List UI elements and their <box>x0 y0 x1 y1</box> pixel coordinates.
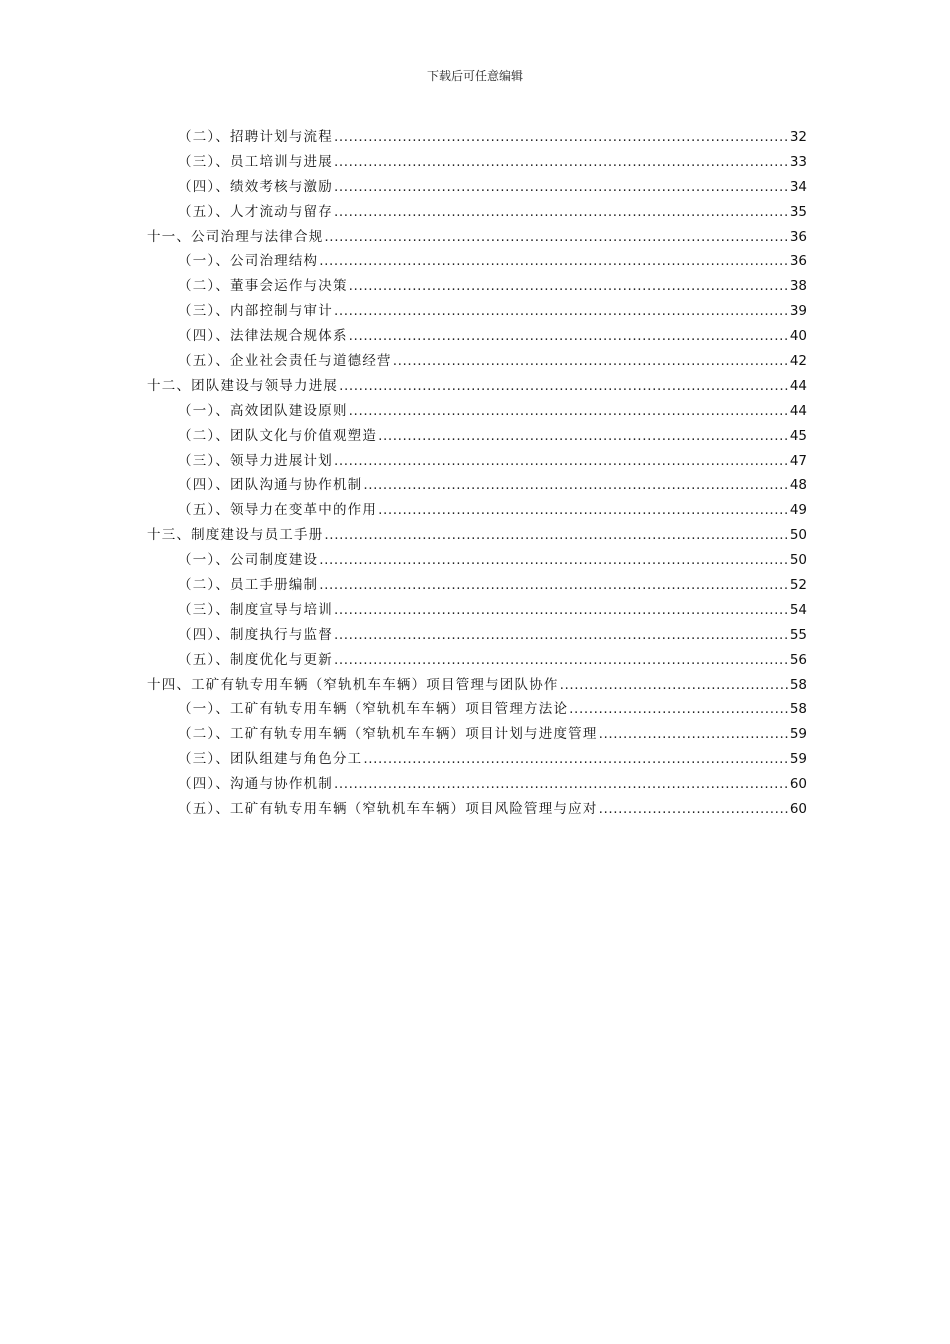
toc-dot-leader <box>324 225 788 250</box>
toc-entry-title: 十三、制度建设与员工手册 <box>147 527 324 544</box>
toc-dot-leader <box>378 498 789 523</box>
toc-entry-title: （五）、制度优化与更新 <box>178 651 333 668</box>
toc-section-entry[interactable] <box>147 200 807 225</box>
toc-section-entry[interactable] <box>147 573 807 598</box>
toc-entry-title: 十四、工矿有轨专用车辆（窄轨机车车辆）项目管理与团队协作 <box>147 676 559 693</box>
toc-entry-title: （二）、工矿有轨专用车辆（窄轨机车车辆）项目计划与进度管理 <box>178 726 598 743</box>
toc-dot-leader <box>339 374 789 399</box>
toc-page-number: 34 <box>789 178 807 195</box>
toc-entry-title: （四）、绩效考核与激励 <box>178 178 333 195</box>
toc-dot-leader <box>363 747 788 772</box>
toc-page-number: 42 <box>789 353 807 370</box>
toc-entry-title: （一）、公司治理结构 <box>178 253 319 270</box>
toc-entry-title: （一）、工矿有轨专用车辆（窄轨机车车辆）项目管理方法论 <box>178 701 569 718</box>
toc-entry-title: （二）、招聘计划与流程 <box>178 129 333 145</box>
toc-page-number: 49 <box>789 502 807 519</box>
toc-section-entry[interactable] <box>147 797 807 822</box>
toc-page-number: 44 <box>789 377 807 394</box>
toc-dot-leader <box>349 399 789 424</box>
toc-page-number: 48 <box>789 477 807 494</box>
toc-section-entry[interactable] <box>147 274 807 299</box>
toc-page-number: 35 <box>789 203 807 220</box>
toc-dot-leader <box>599 722 789 747</box>
toc-page-number: 59 <box>789 726 807 743</box>
toc-page-number: 59 <box>789 751 807 768</box>
toc-entry-title: （二）、员工手册编制 <box>178 577 319 594</box>
toc-entry-title: （三）、员工培训与进展 <box>178 153 333 170</box>
toc-page-number: 40 <box>789 328 807 345</box>
toc-dot-leader <box>324 523 788 548</box>
toc-dot-leader <box>599 797 789 822</box>
toc-section-entry[interactable] <box>147 150 807 175</box>
toc-section-entry[interactable] <box>147 498 807 523</box>
toc-section-entry[interactable] <box>147 772 807 797</box>
table-of-contents <box>147 125 807 822</box>
toc-section-entry[interactable] <box>147 324 807 349</box>
toc-dot-leader <box>319 573 789 598</box>
toc-section-entry[interactable] <box>147 697 807 722</box>
toc-chapter-entry[interactable] <box>147 374 807 399</box>
toc-dot-leader <box>349 274 789 299</box>
toc-dot-leader <box>334 648 789 673</box>
toc-page-number: 60 <box>789 801 807 818</box>
toc-chapter-entry[interactable] <box>147 225 807 250</box>
toc-section-entry[interactable] <box>147 399 807 424</box>
toc-section-entry[interactable] <box>147 125 807 150</box>
toc-section-entry[interactable] <box>147 473 807 498</box>
toc-dot-leader <box>334 299 789 324</box>
toc-page-number: 44 <box>789 402 807 419</box>
toc-page-number: 39 <box>789 303 807 320</box>
toc-dot-leader <box>393 349 789 374</box>
toc-section-entry[interactable] <box>147 424 807 449</box>
toc-dot-leader <box>319 548 789 573</box>
toc-page-number: 55 <box>789 626 807 643</box>
toc-entry-title: （三）、领导力进展计划 <box>178 452 333 469</box>
toc-dot-leader <box>363 473 788 498</box>
toc-entry-title: （三）、内部控制与审计 <box>178 303 333 320</box>
toc-dot-leader <box>378 424 789 449</box>
toc-page-number: 50 <box>789 552 807 569</box>
toc-section-entry[interactable] <box>147 548 807 573</box>
toc-entry-title: 十二、团队建设与领导力进展 <box>147 377 339 394</box>
toc-dot-leader <box>334 623 789 648</box>
toc-dot-leader <box>334 175 789 200</box>
toc-section-entry[interactable] <box>147 175 807 200</box>
toc-entry-title: （三）、团队组建与角色分工 <box>178 751 363 768</box>
toc-entry-title: （三）、制度宣导与培训 <box>178 601 333 618</box>
toc-dot-leader <box>334 598 789 623</box>
toc-section-entry[interactable] <box>147 349 807 374</box>
toc-section-entry[interactable] <box>147 449 807 474</box>
toc-page-number: 58 <box>789 676 807 693</box>
toc-section-entry[interactable] <box>147 747 807 772</box>
toc-page-number: 47 <box>789 452 807 469</box>
toc-dot-leader <box>349 324 789 349</box>
toc-entry-title: （四）、沟通与协作机制 <box>178 776 333 793</box>
toc-page-number: 36 <box>789 253 807 270</box>
toc-dot-leader <box>560 673 789 698</box>
toc-dot-leader <box>334 200 789 225</box>
toc-entry-title: （一）、公司制度建设 <box>178 552 319 569</box>
toc-page-number: 36 <box>789 228 807 245</box>
toc-chapter-entry[interactable] <box>147 673 807 698</box>
toc-dot-leader <box>334 772 789 797</box>
toc-section-entry[interactable] <box>147 648 807 673</box>
toc-page-number: 33 <box>789 153 807 170</box>
toc-dot-leader <box>319 249 789 274</box>
toc-page-number: 52 <box>789 577 807 594</box>
toc-page-number: 58 <box>789 701 807 718</box>
toc-dot-leader <box>334 449 789 474</box>
toc-entry-title: （四）、法律法规合规体系 <box>178 328 348 345</box>
toc-entry-title: （四）、团队沟通与协作机制 <box>178 477 363 494</box>
toc-entry-title: （二）、董事会运作与决策 <box>178 278 348 295</box>
toc-entry-title: （一）、高效团队建设原则 <box>178 402 348 419</box>
toc-page-number: 54 <box>789 601 807 618</box>
toc-entry-title: （二）、团队文化与价值观塑造 <box>178 427 378 444</box>
toc-entry-title: （五）、企业社会责任与道德经营 <box>178 353 392 370</box>
toc-entry-title: （四）、制度执行与监督 <box>178 626 333 643</box>
toc-section-entry[interactable] <box>147 722 807 747</box>
toc-section-entry[interactable] <box>147 299 807 324</box>
toc-page-number: 56 <box>789 651 807 668</box>
toc-dot-leader <box>334 150 789 175</box>
toc-page-number: 38 <box>789 278 807 295</box>
toc-dot-leader <box>569 697 789 722</box>
toc-entry-title: 十一、公司治理与法律合规 <box>147 228 324 245</box>
toc-entry-title: （五）、领导力在变革中的作用 <box>178 502 378 519</box>
page-header: 下载后可任意编辑 <box>426 69 523 83</box>
toc-chapter-entry[interactable] <box>147 523 807 548</box>
toc-entry-title: （五）、人才流动与留存 <box>178 203 333 220</box>
toc-page-number: 50 <box>789 527 807 544</box>
toc-page-number: 60 <box>789 776 807 793</box>
toc-page-number: 32 <box>789 129 807 145</box>
toc-section-entry[interactable] <box>147 598 807 623</box>
toc-section-entry[interactable] <box>147 623 807 648</box>
toc-page-number: 45 <box>789 427 807 444</box>
toc-dot-leader <box>334 125 789 150</box>
toc-entry-title: （五）、工矿有轨专用车辆（窄轨机车车辆）项目风险管理与应对 <box>178 801 598 818</box>
toc-section-entry[interactable] <box>147 249 807 274</box>
